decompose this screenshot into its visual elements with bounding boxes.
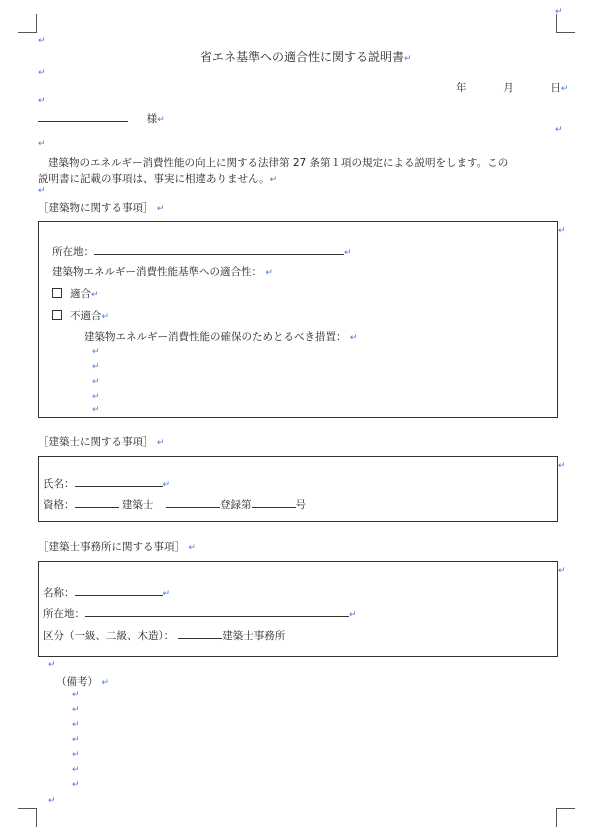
paragraph-mark: ↵: [92, 392, 100, 402]
paragraph-mark: ↵: [72, 765, 80, 775]
paragraph-mark: ↵: [72, 750, 80, 760]
document-title: 省エネ基準への適合性に関する説明書↵: [200, 50, 412, 64]
paragraph-mark: ↵: [558, 226, 566, 236]
office-location-row: 所在地： ↵: [43, 605, 357, 621]
section-office-heading: ［建築士事務所に関する事項］ ↵: [38, 541, 196, 553]
office-name-row: 名称： ↵: [43, 584, 170, 600]
registration-number-field[interactable]: [252, 496, 296, 508]
intro-line-1: 建築物のエネルギー消費性能の向上に関する法律第 27 条第１項の規定による説明をします。この: [48, 157, 509, 169]
paragraph-mark: ↵: [72, 720, 80, 730]
addressee-field[interactable]: [38, 110, 128, 122]
option-nonconform-row[interactable]: 不適合↵: [52, 308, 109, 323]
paragraph-mark: ↵: [72, 780, 80, 790]
paragraph-mark: ↵: [558, 461, 566, 471]
paragraph-mark: ↵: [555, 125, 563, 135]
building-location-field[interactable]: [94, 243, 344, 255]
conform-checkbox[interactable]: [52, 288, 62, 298]
paragraph-mark: ↵: [92, 362, 100, 372]
crop-mark-bottom-right: [556, 808, 575, 827]
office-location-field[interactable]: [85, 605, 349, 617]
paragraph-mark: ↵: [38, 186, 46, 196]
architect-name-row: 氏名： ↵: [43, 475, 170, 491]
measures-label-row: 建築物エネルギー消費性能の確保のためとるべき措置： ↵: [84, 331, 358, 343]
office-class-row: 区分（一級、二級、木造）： 建築士事務所: [43, 627, 285, 643]
office-info-box: [38, 561, 566, 657]
nonconform-label: 不適合: [70, 310, 102, 322]
date-line: 年 月 日↵: [456, 82, 569, 94]
crop-mark-bottom-left: [18, 808, 37, 827]
paragraph-mark: ↵: [38, 139, 46, 149]
intro-line-2: 説明書に記載の事項は、事実に相違ありません。↵: [38, 173, 278, 185]
section-architect-heading: ［建築士に関する事項］ ↵: [38, 436, 165, 448]
conform-label: 適合: [70, 288, 91, 300]
office-class-field[interactable]: [178, 627, 222, 639]
date-month: 月: [503, 82, 514, 94]
option-conform-row[interactable]: 適合↵: [52, 286, 99, 301]
paragraph-mark: ↵: [72, 690, 80, 700]
nonconform-checkbox[interactable]: [52, 310, 62, 320]
paragraph-mark: ↵: [92, 347, 100, 357]
addressee-line: 様↵: [38, 110, 165, 126]
paragraph-mark: ↵: [38, 36, 46, 46]
registration-area-field[interactable]: [166, 496, 220, 508]
addressee-suffix: 様: [146, 113, 158, 125]
date-day: 日: [550, 82, 561, 94]
paragraph-mark: ↵: [92, 405, 100, 415]
office-name-field[interactable]: [75, 584, 163, 596]
architect-qual-row: 資格： 建築士 登録第 号: [43, 496, 306, 512]
paragraph-mark: ↵: [92, 377, 100, 387]
paragraph-mark: ↵: [48, 796, 56, 806]
paragraph-mark: ↵: [72, 705, 80, 715]
paragraph-mark: ↵: [555, 7, 563, 17]
paragraph-mark: ↵: [558, 566, 566, 576]
date-year: 年: [456, 82, 467, 94]
architect-name-field[interactable]: [75, 475, 163, 487]
building-info-box: [38, 221, 566, 418]
paragraph-mark: ↵: [48, 660, 56, 670]
conformity-label-row: 建築物エネルギー消費性能基準への適合性： ↵: [52, 266, 273, 278]
architect-info-box: [38, 456, 566, 522]
paragraph-mark: ↵: [38, 96, 46, 106]
remarks-heading: （備考） ↵: [56, 676, 109, 688]
crop-mark-top-left: [18, 14, 37, 33]
paragraph-mark: ↵: [72, 735, 80, 745]
section-building-heading: ［建築物に関する事項］ ↵: [38, 202, 165, 214]
paragraph-mark: ↵: [38, 68, 46, 78]
building-location-row: 所在地： ↵: [52, 243, 352, 259]
architect-class-field[interactable]: [75, 496, 119, 508]
